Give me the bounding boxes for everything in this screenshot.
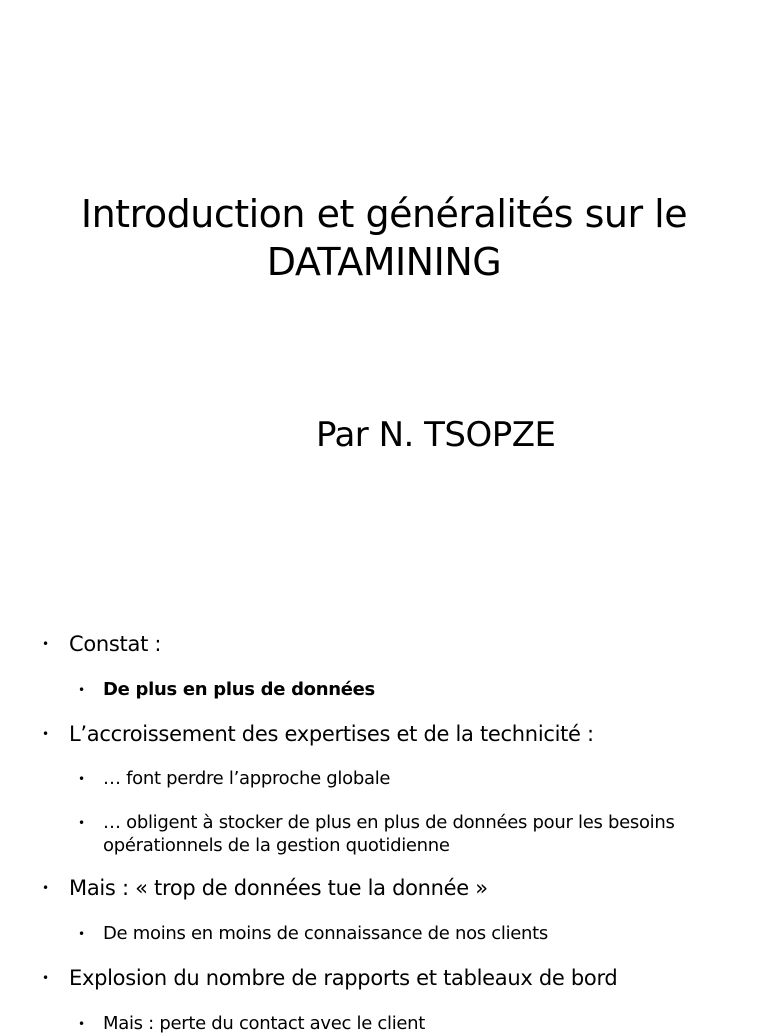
sub-bullet-text: … obligent à stocker de plus en plus de données pour les besoins opérationnels de la gestion quotidienne [103,812,675,856]
bullet-text: L’accroissement des expertises et de la technicité : [69,722,594,746]
bullet-text: Mais : « trop de données tue la donnée » [69,876,488,900]
author-subtitle: Par N. TSOPZE [316,415,556,455]
bullet-icon: • [78,816,86,830]
sub-bullet-text: De moins en moins de connaissance de nos clients [103,923,548,944]
slide-title [0,190,768,286]
sub-bullet-text: De plus en plus de données [103,679,375,700]
bullet-icon: • [78,1017,86,1031]
title-line-1: Introduction et généralités sur le [80,192,688,236]
bullet-icon: • [42,881,50,895]
sub-bullet-text: … font perdre l’approche globale [103,768,391,789]
bullet-icon: • [42,727,50,741]
bullet-icon: • [78,927,86,941]
bullet-icon: • [42,971,50,985]
sub-bullet-text: Mais : perte du contact avec le client [103,1013,426,1034]
bullet-icon: • [42,637,50,651]
title-line-2: DATAMINING [266,240,502,284]
bullet-icon: • [78,772,86,786]
bullet-text: Explosion du nombre de rapports et tableaux de bord [69,966,618,990]
bullet-icon: • [78,683,86,697]
bullet-text: Constat : [69,632,162,656]
